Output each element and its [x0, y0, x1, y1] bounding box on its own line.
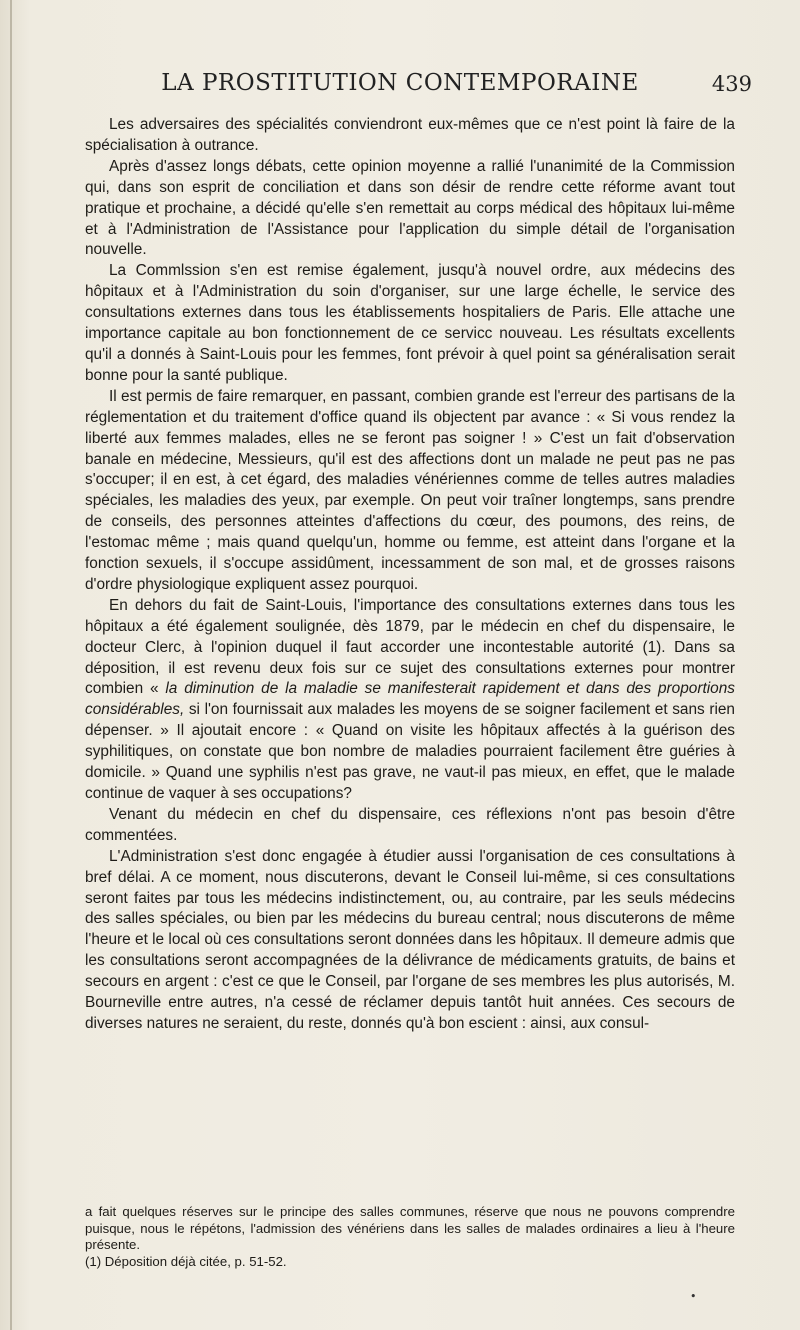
page-header [0, 70, 800, 100]
paragraph: Après d'assez longs débats, cette opinion moyenne a rallié l'unanimité de la Commission qui, dans son esprit de conciliation et dans son désir de rendre cette réforme avant tout pratique et prochaine, a décidé qu'elle s'en remettait au corps médical des hôpitaux lui-même et à l'Administration de l'Assistance pour l'application du simple détail de l'organisation nouvelle. [85, 157, 735, 259]
paragraph: Les adversaires des spécialités conviendront eux-mêmes que ce n'est point là faire de la spécialisation à outrance. [85, 116, 735, 154]
paragraph: La Commlssion s'en est remise également, jusqu'à nouvel ordre, aux médecins des hôpitaux et à l'Administration du soin d'organiser, sur une large échelle, le service des consultations externes dans tous les établissements hospitaliers de Paris. Elle attache une importance capitale au bon fonctionnement de ce servicc nouveau. Les résultats excellents qu'il a donnés à Saint-Louis pour les femmes, font prévoir à quel point sa généralisation serait bonne pour la santé publique. [85, 262, 735, 384]
footnote-1: (1) Déposition déjà citée, p. 51-52. [85, 1253, 287, 1269]
paragraph: Venant du médecin en chef du dispensaire, ces réflexions n'ont pas besoin d'être commentées. [85, 805, 735, 844]
body-text [85, 115, 735, 1035]
paragraph-text: si l'on fournissait aux malades les moyens de se soigner facilement et sans rien dépenser. » Il ajoutait encore : « Quand on visite les hôpitaux affectés à la guérison des syphilitiques, on constate que bon nombre de maladies pourraient facilement être guéries à domicile. » Quand une syphilis n'est pas grave, ne vaut-il pas mieux, en effet, que le malade continue de vaquer à ses occupations? [85, 701, 735, 802]
running-title: LA PROSTITUTION CONTEMPORAINE [161, 70, 639, 96]
stray-ink-mark: • [690, 1290, 697, 1303]
paragraph [85, 596, 735, 805]
paragraph: L'Administration s'est donc engagée à étudier aussi l'organisation de ces consultations à bref délai. A ce moment, nous discuterons, devant le Conseil lui-même, si ces consultations seront faites par tous les médecins indistinctement, ou, au contraire, par les seuls médecins des salles spéciales, ou bien par les médecins du bureau central; nous discuterons de même l'heure et le local où ces consultations seront données dans les hôpitaux. Il demeure admis que les consultations seront accompagnées de la délivrance de médicaments gratuits, de bains et secours en argent : c'est ce que le Conseil, par l'organe de ses membres les plus autorisés, M. Bourneville entre autres, n'a cessé de réclamer depuis tantôt huit années. Ces secours de diverses natures ne seraient, du reste, donnés qu'à bon escient : ainsi, aux consul- [85, 847, 735, 1032]
footnote-continuation: a fait quelques réserves sur le principe des salles communes, réserve que nous ne pouvons comprendre puisque, nous le répétons, l'admission des vénériens dans les salles de malades ordinaires a lieu à l'heure présente. [85, 1204, 735, 1252]
paragraph: Il est permis de faire remarquer, en passant, combien grande est l'erreur des partisans de la réglementation et du traitement d'office quand ils objectent par avance : « Si vous rendez la liberté aux femmes malades, elles ne se feront pas soigner ! » C'est un fait d'observation banale en médecine, Messieurs, qu'il est des affections dont un malade ne peut pas ne pas s'occuper; il en est, à cet égard, des maladies vénériennes comme de telles autres maladies spéciales, les maladies des yeux, par exemple. On peut voir traîner longtemps, sans prendre de conseils, des personnes atteintes d'affections du cœur, des poumons, des reins, de l'estomac même ; mais quand quelqu'un, homme ou femme, est atteint dans l'organe et la fonction sexuels, il s'occupe assidûment, incessamment de son mal, et de grosses raisons d'ordre physiologique expliquent assez pourquoi. [85, 387, 735, 593]
page-number: 439 [711, 72, 752, 96]
italic-quotation: la diminution de la maladie se manifesterait rapidement et dans des proportions considérables, [85, 680, 735, 719]
paragraph-text: En dehors du fait de Saint-Louis, l'importance des consultations externes dans tous les hôpitaux a été également soulignée, dès 1879, par le médecin en chef du dispensaire, le docteur Clerc, à l'opinion duquel il faut accorder une incontestable autorité (1). Dans sa déposition, il est revenu deux fois sur ce sujet des consultations externes pour montrer combien « [85, 596, 735, 698]
binding-edge [10, 0, 12, 1330]
footnotes [85, 1204, 735, 1270]
